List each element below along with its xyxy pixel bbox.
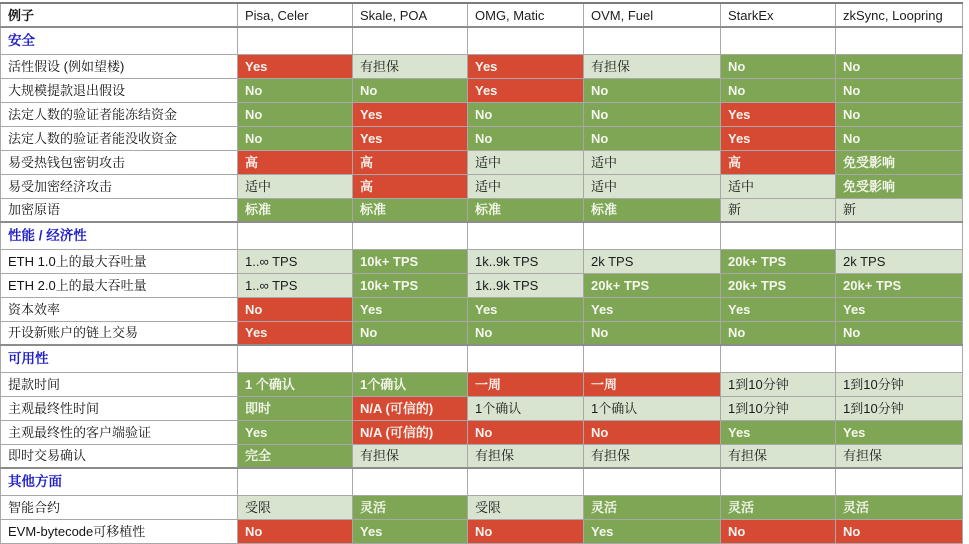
value-cell: 有担保 [584,444,721,468]
value-cell: Yes [238,54,353,78]
value-cell: 即时 [238,396,353,420]
row-label: 提款时间 [1,372,238,396]
value-cell: No [468,102,584,126]
value-cell: No [836,321,963,345]
value-cell: 高 [721,150,836,174]
value-cell: 10k+ TPS [353,249,468,273]
table-row [1,249,963,273]
value-cell: Yes [721,126,836,150]
empty-cell [468,345,584,372]
value-cell: No [468,321,584,345]
empty-cell [721,468,836,495]
row-label: 开设新账户的链上交易 [1,321,238,345]
value-cell: No [468,519,584,543]
value-cell: No [584,102,721,126]
empty-cell [836,468,963,495]
value-cell: 免受影响 [836,150,963,174]
header-row [1,3,963,27]
value-cell: 适中 [238,174,353,198]
value-cell: Yes [353,102,468,126]
row-label: 法定人数的验证者能冻结资金 [1,102,238,126]
value-cell: Yes [836,420,963,444]
value-cell: 20k+ TPS [584,273,721,297]
empty-cell [468,27,584,54]
table-row [1,102,963,126]
value-cell: 有担保 [836,444,963,468]
column-header: zkSync, Loopring [836,3,963,27]
value-cell: 1到10分钟 [721,396,836,420]
value-cell: No [584,78,721,102]
value-cell: Yes [238,420,353,444]
value-cell: No [836,126,963,150]
row-label: ETH 1.0上的最大吞吐量 [1,249,238,273]
value-cell: No [721,519,836,543]
section-row [1,345,963,372]
value-cell: 一周 [584,372,721,396]
value-cell: 20k+ TPS [721,249,836,273]
section-title: 性能 / 经济性 [1,222,238,249]
value-cell: Yes [468,78,584,102]
value-cell: 1个确认 [353,372,468,396]
value-cell: Yes [721,102,836,126]
value-cell: 受限 [468,495,584,519]
empty-cell [584,222,721,249]
empty-cell [836,222,963,249]
table-row [1,372,963,396]
table-row [1,519,963,543]
value-cell: No [353,321,468,345]
value-cell: 适中 [468,150,584,174]
value-cell: Yes [836,297,963,321]
value-cell: No [836,519,963,543]
value-cell: 20k+ TPS [836,273,963,297]
table-row [1,54,963,78]
value-cell: 受限 [238,495,353,519]
value-cell: No [468,420,584,444]
value-cell: 灵活 [353,495,468,519]
empty-cell [353,27,468,54]
empty-cell [721,27,836,54]
value-cell: Yes [353,519,468,543]
value-cell: 适中 [584,150,721,174]
row-label: 易受加密经济攻击 [1,174,238,198]
empty-cell [721,345,836,372]
empty-cell [238,345,353,372]
value-cell: 高 [238,150,353,174]
empty-cell [584,345,721,372]
value-cell: No [721,78,836,102]
value-cell: 灵活 [721,495,836,519]
empty-cell [468,222,584,249]
row-label: 主观最终性时间 [1,396,238,420]
row-label: 资本效率 [1,297,238,321]
value-cell: Yes [468,54,584,78]
empty-cell [238,468,353,495]
empty-cell [238,27,353,54]
value-cell: No [584,321,721,345]
value-cell: No [836,54,963,78]
value-cell: 有担保 [353,54,468,78]
value-cell: 1k..9k TPS [468,249,584,273]
comparison-table [0,2,963,544]
value-cell: 1到10分钟 [836,372,963,396]
value-cell: No [584,126,721,150]
section-title: 可用性 [1,345,238,372]
table-row [1,444,963,468]
row-label: ETH 2.0上的最大吞吐量 [1,273,238,297]
value-cell: Yes [721,420,836,444]
value-cell: Yes [353,297,468,321]
column-header: OVM, Fuel [584,3,721,27]
value-cell: 新 [721,198,836,222]
value-cell: 有担保 [721,444,836,468]
value-cell: 适中 [468,174,584,198]
table-row [1,321,963,345]
empty-cell [584,27,721,54]
value-cell: 2k TPS [584,249,721,273]
value-cell: 高 [353,150,468,174]
value-cell: 灵活 [584,495,721,519]
empty-cell [721,222,836,249]
table-row [1,297,963,321]
value-cell: 有担保 [468,444,584,468]
value-cell: Yes [238,321,353,345]
section-row [1,27,963,54]
value-cell: 有担保 [353,444,468,468]
value-cell: No [584,420,721,444]
table-row [1,495,963,519]
column-header: StarkEx [721,3,836,27]
table-row [1,126,963,150]
empty-cell [353,345,468,372]
value-cell: Yes [584,519,721,543]
value-cell: N/A (可信的) [353,396,468,420]
value-cell: 灵活 [836,495,963,519]
value-cell: 10k+ TPS [353,273,468,297]
value-cell: 20k+ TPS [721,273,836,297]
value-cell: 1到10分钟 [721,372,836,396]
value-cell: 1到10分钟 [836,396,963,420]
section-title: 其他方面 [1,468,238,495]
value-cell: 标准 [468,198,584,222]
value-cell: No [238,78,353,102]
value-cell: No [468,126,584,150]
table-row [1,273,963,297]
column-header: OMG, Matic [468,3,584,27]
empty-cell [836,27,963,54]
value-cell: Yes [584,297,721,321]
value-cell: N/A (可信的) [353,420,468,444]
value-cell: 1个确认 [584,396,721,420]
row-label: EVM-bytecode可移植性 [1,519,238,543]
column-header: Skale, POA [353,3,468,27]
value-cell: 1k..9k TPS [468,273,584,297]
column-header: Pisa, Celer [238,3,353,27]
value-cell: 1 个确认 [238,372,353,396]
value-cell: 有担保 [584,54,721,78]
value-cell: 1个确认 [468,396,584,420]
value-cell: No [238,297,353,321]
empty-cell [238,222,353,249]
section-title: 安全 [1,27,238,54]
empty-cell [468,468,584,495]
empty-cell [353,468,468,495]
value-cell: 1..∞ TPS [238,249,353,273]
row-label: 法定人数的验证者能没收资金 [1,126,238,150]
value-cell: No [836,102,963,126]
table-row [1,174,963,198]
table-row [1,420,963,444]
row-label: 主观最终性的客户端验证 [1,420,238,444]
row-label: 易受热钱包密钥攻击 [1,150,238,174]
value-cell: 标准 [353,198,468,222]
value-cell: No [721,321,836,345]
table-row [1,198,963,222]
row-label: 智能合约 [1,495,238,519]
value-cell: No [238,102,353,126]
empty-cell [584,468,721,495]
empty-cell [836,345,963,372]
value-cell: Yes [353,126,468,150]
value-cell: 完全 [238,444,353,468]
corner-header: 例子 [1,3,238,27]
value-cell: 标准 [584,198,721,222]
value-cell: 2k TPS [836,249,963,273]
row-label: 加密原语 [1,198,238,222]
table-row [1,396,963,420]
value-cell: 免受影响 [836,174,963,198]
table-row [1,150,963,174]
value-cell: No [238,126,353,150]
value-cell: 标准 [238,198,353,222]
value-cell: No [353,78,468,102]
value-cell: 新 [836,198,963,222]
value-cell: No [721,54,836,78]
value-cell: 适中 [721,174,836,198]
row-label: 活性假设 (例如望楼) [1,54,238,78]
value-cell: 一周 [468,372,584,396]
value-cell: 高 [353,174,468,198]
table-body [1,27,963,543]
value-cell: No [836,78,963,102]
row-label: 大规模提款退出假设 [1,78,238,102]
row-label: 即时交易确认 [1,444,238,468]
value-cell: Yes [468,297,584,321]
value-cell: No [238,519,353,543]
section-row [1,468,963,495]
empty-cell [353,222,468,249]
table-row [1,78,963,102]
section-row [1,222,963,249]
value-cell: 适中 [584,174,721,198]
value-cell: Yes [721,297,836,321]
value-cell: 1..∞ TPS [238,273,353,297]
